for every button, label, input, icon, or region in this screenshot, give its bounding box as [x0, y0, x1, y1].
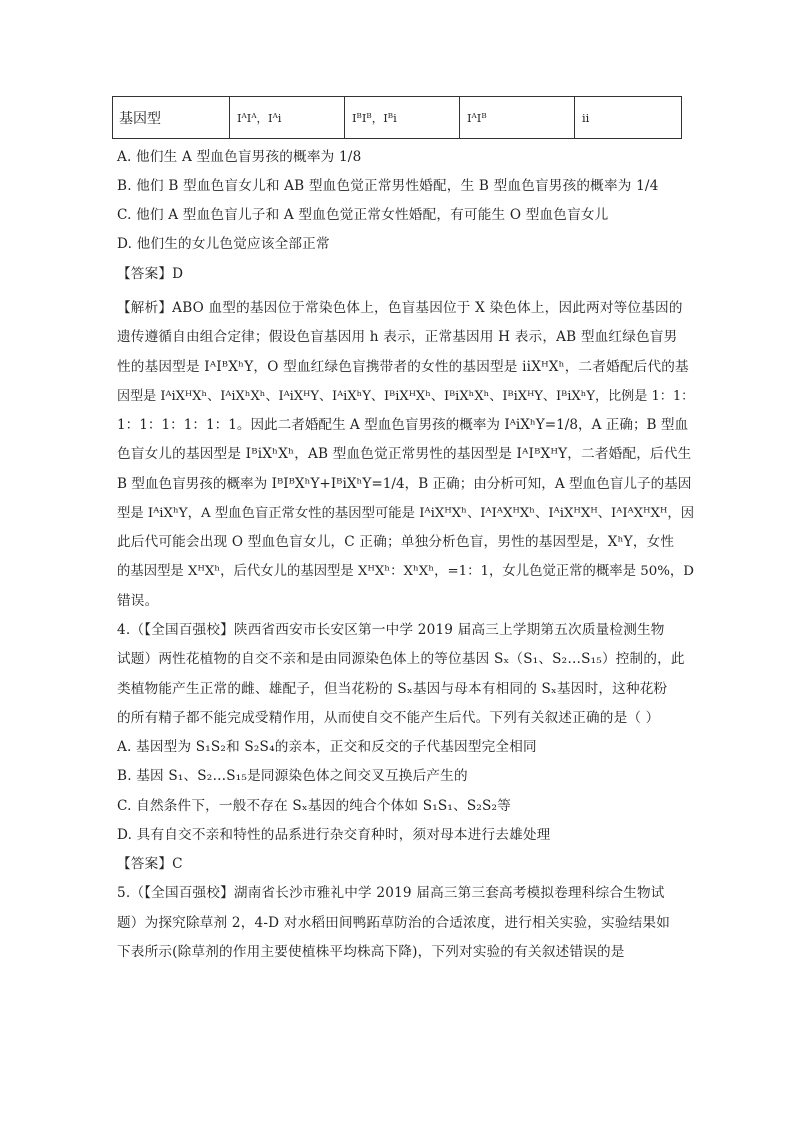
q5-stem-line-3: 下表所示(除草剂的作用主要使植株平均株高下降)，下列对实验的有关叙述错误的是 [117, 944, 625, 960]
table-cell-type-o: ii [575, 97, 682, 139]
q4-stem-line-1: 4.（【全国百强校】陕西省西安市长安区第一中学 2019 届高三上学期第五次质量检测生物 [117, 622, 665, 638]
q3-analysis-line-5: 1：1：1：1：1：1。因此二者婚配生 A 型血色盲男孩的概率为 IᴬiXʰY=1/8，A 正确；B 型血 [117, 417, 689, 433]
q3-analysis-line-7: B 型血色盲男孩的概率为 IᴮIᴮXʰY+IᴮiXʰY=1/4，B 正确；由分析可知，A 型血色盲儿子的基因 [117, 476, 692, 492]
q3-answer: 【答案】D [117, 266, 184, 282]
q3-option-d: D. 他们生的女儿色觉应该全部正常 [117, 236, 330, 252]
q4-option-a: A. 基因型为 S₁S₂和 S₂S₄的亲本，正交和反交的子代基因型完全相同 [117, 739, 537, 755]
q3-analysis-line-3: 性的基因型是 IᴬIᴮXʰY，O 型血红绿色盲携带者的女性的基因型是 iiXᴴXʰ，二者婚配后代的基 [117, 359, 689, 375]
genotype-table [112, 96, 682, 139]
q3-option-b: B. 他们 B 型血色盲女儿和 AB 型血色觉正常男性婚配，生 B 型血色盲男孩的概率为 1/4 [117, 178, 659, 194]
q3-analysis-line-10: 的基因型是 XᴴXʰ，后代女儿的基因型是 XᴴXʰ：XʰXʰ，=1：1，女儿色觉正常的概率是 50%，D [117, 564, 694, 579]
q4-stem-line-3: 类植物能产生正常的雌、雄配子，但当花粉的 Sₓ基因与母本有相同的 Sₓ基因时，这种花粉 [117, 681, 668, 697]
table-cell-header: 基因型 [113, 97, 230, 139]
q4-option-d: D. 具有自交不亲和特性的品系进行杂交育种时，须对母本进行去雄处理 [117, 827, 551, 843]
q3-option-a: A. 他们生 A 型血色盲男孩的概率为 1/8 [117, 149, 362, 165]
q5-stem-line-2: 题）为探究除草剂 2，4-D 对水稻田间鸭跖草防治的合适浓度，进行相关实验，实验结果如 [117, 915, 670, 931]
table-cell-type-b: IᴮIᴮ，Iᴮi [345, 97, 460, 139]
q4-option-c: C. 自然条件下，一般不存在 Sₓ基因的纯合个体如 S₁S₁、S₂S₂等 [117, 798, 511, 814]
q3-analysis-line-2: 遗传遵循自由组合定律；假设色盲基因用 h 表示，正常基因用 H 表示，AB 型血红绿色盲男 [117, 329, 678, 345]
q4-answer: 【答案】C [117, 856, 183, 872]
q4-stem-line-2: 试题）两性花植物的自交不亲和是由同源染色体上的等位基因 Sₓ（S₁、S₂…S₁₅）控制的，此 [117, 651, 685, 667]
q3-analysis-line-6: 色盲女儿的基因型是 IᴮiXʰXʰ，AB 型血色觉正常男性的基因型是 IᴬIᴮXᴴY，二者婚配，后代生 [117, 446, 692, 462]
q5-stem-line-1: 5.（【全国百强校】湖南省长沙市雅礼中学 2019 届高三第三套高考模拟卷理科综合生物试 [117, 885, 665, 901]
table-cell-type-a: IᴬIᴬ，Iᴬi [230, 97, 345, 139]
q3-analysis-line-1: 【解析】ABO 血型的基因位于常染色体上，色盲基因位于 X 染色体上，因此两对等位基因的 [117, 300, 683, 316]
q3-option-c: C. 他们 A 型血色盲儿子和 A 型血色觉正常女性婚配，有可能生 O 型血色盲女儿 [117, 207, 609, 223]
q3-analysis-line-8: 型是 IᴬiXʰY，A 型血色盲正常女性的基因型可能是 IᴬiXᴴXʰ、IᴬIᴬXᴴXʰ、IᴬiXᴴXᴴ、IᴬIᴬXᴴXᴴ，因 [117, 506, 695, 521]
table-row [113, 97, 682, 139]
q4-option-b: B. 基因 S₁、S₂…S₁₅是同源染色体之间交叉互换后产生的 [117, 768, 468, 784]
q3-analysis-line-4: 因型是 IᴬiXᴴXʰ、IᴬiXʰXʰ、IᴬiXᴴY、IᴬiXʰY、IᴮiXᴴXʰ、IᴮiXʰXʰ、IᴮiXᴴY、IᴮiXʰY，比例是 1：1： [117, 389, 695, 404]
q3-analysis-line-11: 错误。 [117, 593, 159, 609]
table-cell-type-ab: IᴬIᴮ [460, 97, 575, 139]
q4-stem-line-4: 的所有精子都不能完成受精作用，从而使自交不能产生后代。下列有关叙述正确的是（ ） [117, 710, 660, 726]
q3-analysis-line-9: 此后代可能会出现 O 型血色盲女儿，C 正确；单独分析色盲，男性的基因型是，XʰY，女性 [117, 534, 675, 550]
